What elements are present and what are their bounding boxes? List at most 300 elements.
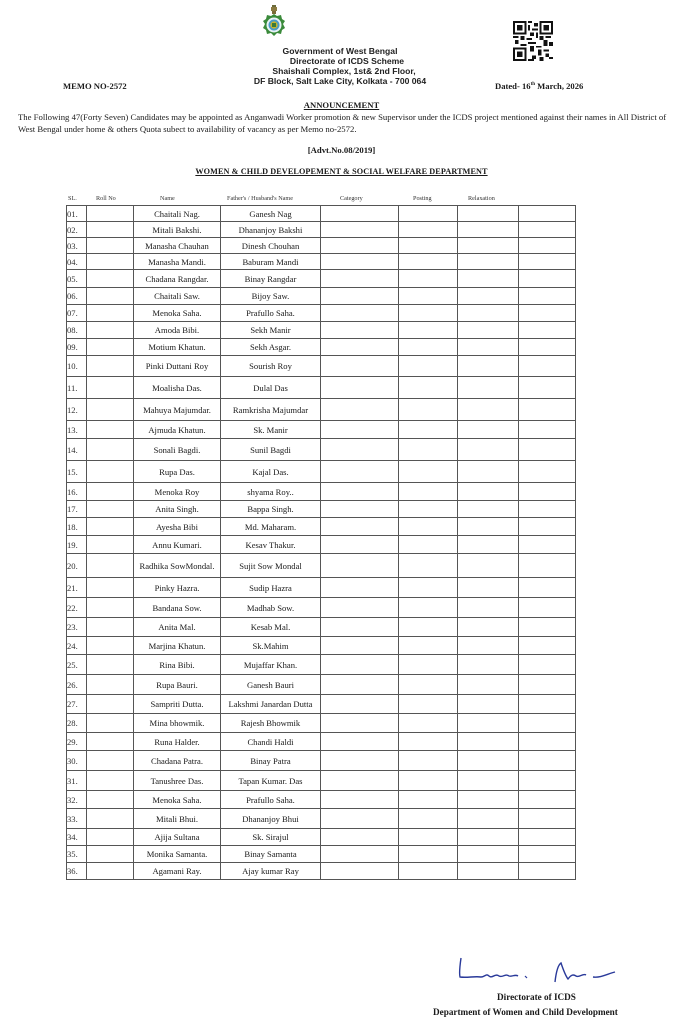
cell-sl: 08.: [67, 322, 87, 339]
cell-roll-no: [87, 483, 134, 501]
table-row: [67, 771, 576, 791]
cell-sl: 24.: [67, 637, 87, 655]
cell-sl: 04.: [67, 254, 87, 270]
cell-roll-no: [87, 791, 134, 809]
cell-posting: [399, 809, 458, 829]
cell-sl: 14.: [67, 439, 87, 461]
cell-sl: 20.: [67, 554, 87, 578]
table-row: [67, 518, 576, 536]
cell-posting: [399, 461, 458, 483]
cell-category: [321, 771, 399, 791]
col-header-relaxation: Relaxation: [468, 195, 495, 202]
cell-relaxation: [458, 637, 519, 655]
cell-roll-no: [87, 222, 134, 238]
cell-category: [321, 518, 399, 536]
cell-relaxation: [458, 536, 519, 554]
cell-relaxation: [458, 222, 519, 238]
cell-name: Menoka Roy: [134, 483, 221, 501]
cell-sl: 31.: [67, 771, 87, 791]
issuer-line-complex: Shaishali Complex, 1st& 2nd Floor,: [272, 66, 416, 76]
cell-father-name: Binay Rangdar: [221, 270, 321, 288]
cell-relaxation: [458, 270, 519, 288]
cell-extra: [519, 846, 576, 863]
cell-name: Motium Khatun.: [134, 339, 221, 356]
issuer-line-govt: Government of West Bengal: [282, 46, 398, 56]
cell-category: [321, 238, 399, 254]
cell-roll-no: [87, 554, 134, 578]
table-row: [67, 322, 576, 339]
cell-relaxation: [458, 356, 519, 377]
announcement-title: ANNOUNCEMENT: [303, 100, 380, 110]
cell-category: [321, 399, 399, 421]
cell-relaxation: [458, 554, 519, 578]
cell-sl: 09.: [67, 339, 87, 356]
cell-sl: 03.: [67, 238, 87, 254]
cell-relaxation: [458, 399, 519, 421]
issuer-line-address: DF Block, Salt Lake City, Kolkata - 700 064: [253, 76, 427, 86]
cell-extra: [519, 377, 576, 399]
cell-name: Ajmuda Khatun.: [134, 421, 221, 439]
table-row: [67, 846, 576, 863]
table-row: [67, 733, 576, 751]
cell-posting: [399, 339, 458, 356]
cell-father-name: Dinesh Chouhan: [221, 238, 321, 254]
cell-name: Runa Halder.: [134, 733, 221, 751]
cell-posting: [399, 222, 458, 238]
table-row: [67, 637, 576, 655]
cell-extra: [519, 578, 576, 598]
cell-sl: 19.: [67, 536, 87, 554]
cell-category: [321, 254, 399, 270]
cell-extra: [519, 655, 576, 675]
cell-sl: 17.: [67, 501, 87, 518]
cell-posting: [399, 501, 458, 518]
cell-relaxation: [458, 863, 519, 880]
cell-father-name: Dhananjoy Bhui: [221, 809, 321, 829]
cell-posting: [399, 578, 458, 598]
cell-roll-no: [87, 339, 134, 356]
cell-father-name: Dulal Das: [221, 377, 321, 399]
cell-relaxation: [458, 655, 519, 675]
cell-sl: 22.: [67, 598, 87, 618]
cell-relaxation: [458, 439, 519, 461]
cell-roll-no: [87, 809, 134, 829]
cell-sl: 12.: [67, 399, 87, 421]
cell-extra: [519, 809, 576, 829]
cell-name: Mitali Bakshi.: [134, 222, 221, 238]
cell-extra: [519, 618, 576, 637]
cell-category: [321, 377, 399, 399]
cell-relaxation: [458, 305, 519, 322]
cell-relaxation: [458, 714, 519, 733]
cell-name: Anita Mal.: [134, 618, 221, 637]
cell-father-name: Sekh Asgar.: [221, 339, 321, 356]
cell-category: [321, 305, 399, 322]
cell-name: Pinki Duttani Roy: [134, 356, 221, 377]
cell-relaxation: [458, 461, 519, 483]
cell-roll-no: [87, 305, 134, 322]
cell-posting: [399, 356, 458, 377]
cell-category: [321, 791, 399, 809]
table-row: [67, 439, 576, 461]
cell-roll-no: [87, 675, 134, 695]
cell-sl: 29.: [67, 733, 87, 751]
col-header-name: Name: [160, 195, 175, 202]
table-row: [67, 714, 576, 733]
cell-extra: [519, 322, 576, 339]
table-row: [67, 222, 576, 238]
cell-relaxation: [458, 322, 519, 339]
cell-posting: [399, 598, 458, 618]
cell-sl: 07.: [67, 305, 87, 322]
cell-extra: [519, 206, 576, 222]
cell-name: Sonali Bagdi.: [134, 439, 221, 461]
table-row: [67, 339, 576, 356]
cell-posting: [399, 254, 458, 270]
cell-extra: [519, 238, 576, 254]
cell-name: Rina Bibi.: [134, 655, 221, 675]
cell-category: [321, 439, 399, 461]
cell-relaxation: [458, 206, 519, 222]
cell-category: [321, 421, 399, 439]
cell-roll-no: [87, 439, 134, 461]
cell-extra: [519, 305, 576, 322]
cell-category: [321, 714, 399, 733]
cell-sl: 34.: [67, 829, 87, 846]
cell-name: Sampriti Dutta.: [134, 695, 221, 714]
cell-father-name: Ganesh Nag: [221, 206, 321, 222]
cell-extra: [519, 733, 576, 751]
table-row: [67, 751, 576, 771]
cell-father-name: Ajay kumar Ray: [221, 863, 321, 880]
cell-extra: [519, 356, 576, 377]
cell-category: [321, 829, 399, 846]
cell-sl: 36.: [67, 863, 87, 880]
cell-category: [321, 270, 399, 288]
cell-posting: [399, 377, 458, 399]
cell-name: Tanushree Das.: [134, 771, 221, 791]
cell-father-name: Tapan Kumar. Das: [221, 771, 321, 791]
cell-posting: [399, 483, 458, 501]
qr-code-icon: [513, 20, 553, 62]
cell-sl: 11.: [67, 377, 87, 399]
state-emblem-icon: [261, 4, 287, 42]
cell-father-name: Dhananjoy Bakshi: [221, 222, 321, 238]
cell-relaxation: [458, 809, 519, 829]
table-row: [67, 829, 576, 846]
table-row: [67, 483, 576, 501]
cell-name: Rupa Das.: [134, 461, 221, 483]
cell-father-name: Ramkrisha Majumdar: [221, 399, 321, 421]
cell-relaxation: [458, 339, 519, 356]
cell-category: [321, 461, 399, 483]
table-row: [67, 356, 576, 377]
cell-posting: [399, 554, 458, 578]
col-header-father: Father's / Husband's Name: [227, 195, 293, 202]
cell-father-name: Sk.Mahim: [221, 637, 321, 655]
cell-sl: 32.: [67, 791, 87, 809]
cell-roll-no: [87, 270, 134, 288]
cell-extra: [519, 288, 576, 305]
cell-extra: [519, 501, 576, 518]
cell-name: Monika Samanta.: [134, 846, 221, 863]
cell-extra: [519, 254, 576, 270]
signatory-directorate: Directorate of ICDS: [497, 992, 576, 1002]
cell-category: [321, 578, 399, 598]
cell-extra: [519, 675, 576, 695]
department-title: WOMEN & CHILD DEVELOPEMENT & SOCIAL WELFARE DEPARTMENT: [195, 167, 488, 176]
cell-category: [321, 222, 399, 238]
cell-extra: [519, 399, 576, 421]
cell-roll-no: [87, 637, 134, 655]
cell-relaxation: [458, 288, 519, 305]
table-row: [67, 578, 576, 598]
cell-roll-no: [87, 733, 134, 751]
cell-posting: [399, 637, 458, 655]
cell-posting: [399, 714, 458, 733]
cell-father-name: Sudip Hazra: [221, 578, 321, 598]
cell-father-name: Sujit Sow Mondal: [221, 554, 321, 578]
cell-name: Ajija Sultana: [134, 829, 221, 846]
table-row: [67, 598, 576, 618]
cell-category: [321, 339, 399, 356]
cell-sl: 13.: [67, 421, 87, 439]
table-row: [67, 461, 576, 483]
table-row: [67, 618, 576, 637]
cell-father-name: Sunil Bagdi: [221, 439, 321, 461]
cell-posting: [399, 655, 458, 675]
cell-sl: 23.: [67, 618, 87, 637]
cell-extra: [519, 714, 576, 733]
cell-father-name: Bappa Singh.: [221, 501, 321, 518]
cell-roll-no: [87, 461, 134, 483]
cell-extra: [519, 751, 576, 771]
cell-name: Chadana Rangdar.: [134, 270, 221, 288]
cell-extra: [519, 461, 576, 483]
cell-name: Mitali Bhui.: [134, 809, 221, 829]
cell-father-name: Madhab Sow.: [221, 598, 321, 618]
cell-name: Agamani Ray.: [134, 863, 221, 880]
cell-name: Bandana Sow.: [134, 598, 221, 618]
table-row: [67, 238, 576, 254]
cell-category: [321, 675, 399, 695]
cell-sl: 30.: [67, 751, 87, 771]
table-row: [67, 675, 576, 695]
cell-posting: [399, 618, 458, 637]
cell-roll-no: [87, 714, 134, 733]
cell-father-name: Prafullo Saha.: [221, 791, 321, 809]
signatory-department: Department of Women and Child Development: [433, 1007, 618, 1017]
cell-roll-no: [87, 598, 134, 618]
cell-name: Chaitali Saw.: [134, 288, 221, 305]
table-row: [67, 501, 576, 518]
cell-roll-no: [87, 846, 134, 863]
cell-extra: [519, 536, 576, 554]
table-row: [67, 399, 576, 421]
cell-relaxation: [458, 618, 519, 637]
cell-father-name: Sekh Manir: [221, 322, 321, 339]
cell-roll-no: [87, 288, 134, 305]
department-heading: [0, 167, 683, 176]
table-row: [67, 809, 576, 829]
cell-relaxation: [458, 598, 519, 618]
cell-sl: 10.: [67, 356, 87, 377]
issuer-address: [170, 46, 510, 86]
cell-relaxation: [458, 518, 519, 536]
cell-posting: [399, 421, 458, 439]
cell-posting: [399, 439, 458, 461]
announcement-paragraph: The Following 47(Forty Seven) Candidates may be appointed as Anganwadi Worker promotion & new Supervisor under the ICDS project mentioned against their names in All District of West Bengal under home & others Quota subect to availability of vacancy as per Memo no-2572.: [18, 112, 667, 134]
cell-sl: 33.: [67, 809, 87, 829]
cell-posting: [399, 238, 458, 254]
cell-sl: 21.: [67, 578, 87, 598]
cell-father-name: Chandi Haldi: [221, 733, 321, 751]
cell-category: [321, 618, 399, 637]
cell-name: Chadana Patra.: [134, 751, 221, 771]
table-row: [67, 655, 576, 675]
cell-name: Mahuya Majumdar.: [134, 399, 221, 421]
cell-roll-no: [87, 322, 134, 339]
cell-extra: [519, 863, 576, 880]
table-row: [67, 554, 576, 578]
cell-posting: [399, 863, 458, 880]
cell-name: Chaitali Nag.: [134, 206, 221, 222]
cell-roll-no: [87, 238, 134, 254]
cell-category: [321, 288, 399, 305]
cell-posting: [399, 518, 458, 536]
table-row: [67, 536, 576, 554]
cell-extra: [519, 791, 576, 809]
cell-posting: [399, 695, 458, 714]
cell-category: [321, 751, 399, 771]
col-header-category: Category: [340, 195, 363, 202]
cell-category: [321, 863, 399, 880]
cell-extra: [519, 339, 576, 356]
cell-sl: 26.: [67, 675, 87, 695]
cell-relaxation: [458, 846, 519, 863]
cell-relaxation: [458, 578, 519, 598]
cell-roll-no: [87, 695, 134, 714]
cell-roll-no: [87, 829, 134, 846]
cell-roll-no: [87, 578, 134, 598]
cell-roll-no: [87, 863, 134, 880]
issuer-line-directorate: Directorate of ICDS Scheme: [289, 56, 405, 66]
cell-father-name: Kesab Mal.: [221, 618, 321, 637]
cell-extra: [519, 222, 576, 238]
announcement-heading: [0, 100, 683, 110]
cell-sl: 27.: [67, 695, 87, 714]
cell-relaxation: [458, 421, 519, 439]
cell-sl: 28.: [67, 714, 87, 733]
cell-relaxation: [458, 771, 519, 791]
cell-name: Annu Kumari.: [134, 536, 221, 554]
cell-roll-no: [87, 421, 134, 439]
cell-extra: [519, 771, 576, 791]
cell-name: Radhika SowMondal.: [134, 554, 221, 578]
cell-category: [321, 733, 399, 751]
cell-posting: [399, 751, 458, 771]
cell-sl: 01.: [67, 206, 87, 222]
cell-roll-no: [87, 771, 134, 791]
cell-posting: [399, 399, 458, 421]
cell-father-name: Kesav Thakur.: [221, 536, 321, 554]
cell-relaxation: [458, 695, 519, 714]
dated: [495, 81, 583, 91]
cell-father-name: shyama Roy..: [221, 483, 321, 501]
cell-name: Marjina Khatun.: [134, 637, 221, 655]
dated-suffix: March, 2026: [535, 81, 584, 91]
cell-sl: 15.: [67, 461, 87, 483]
cell-sl: 02.: [67, 222, 87, 238]
cell-category: [321, 206, 399, 222]
cell-category: [321, 501, 399, 518]
candidate-table: [66, 205, 576, 880]
table-row: [67, 206, 576, 222]
cell-name: Menoka Saha.: [134, 305, 221, 322]
table-row: [67, 254, 576, 270]
cell-sl: 25.: [67, 655, 87, 675]
table-row: [67, 791, 576, 809]
cell-relaxation: [458, 501, 519, 518]
cell-posting: [399, 536, 458, 554]
cell-father-name: Ganesh Bauri: [221, 675, 321, 695]
col-header-sl: SL.: [68, 195, 77, 202]
cell-sl: 35.: [67, 846, 87, 863]
cell-name: Menoka Saha.: [134, 791, 221, 809]
cell-relaxation: [458, 751, 519, 771]
table-row: [67, 695, 576, 714]
cell-extra: [519, 829, 576, 846]
table-row: [67, 421, 576, 439]
cell-father-name: Sk. Manir: [221, 421, 321, 439]
cell-posting: [399, 288, 458, 305]
cell-posting: [399, 270, 458, 288]
cell-relaxation: [458, 675, 519, 695]
table-row: [67, 377, 576, 399]
col-header-roll: Roll No: [96, 195, 116, 202]
cell-category: [321, 356, 399, 377]
cell-father-name: Baburam Mandi: [221, 254, 321, 270]
cell-father-name: Md. Maharam.: [221, 518, 321, 536]
cell-relaxation: [458, 791, 519, 809]
cell-name: Ayesha Bibi: [134, 518, 221, 536]
cell-category: [321, 637, 399, 655]
table-row: [67, 863, 576, 880]
memo-number: MEMO NO-2572: [63, 81, 127, 91]
dated-sup: th: [530, 82, 536, 88]
cell-father-name: Bijoy Saw.: [221, 288, 321, 305]
cell-father-name: Sourish Roy: [221, 356, 321, 377]
cell-extra: [519, 270, 576, 288]
cell-relaxation: [458, 377, 519, 399]
cell-extra: [519, 637, 576, 655]
cell-category: [321, 695, 399, 714]
cell-posting: [399, 846, 458, 863]
cell-roll-no: [87, 399, 134, 421]
cell-posting: [399, 733, 458, 751]
cell-name: Rupa Bauri.: [134, 675, 221, 695]
cell-roll-no: [87, 356, 134, 377]
cell-name: Mina bhowmik.: [134, 714, 221, 733]
cell-sl: 05.: [67, 270, 87, 288]
cell-father-name: Binay Patra: [221, 751, 321, 771]
cell-extra: [519, 439, 576, 461]
cell-name: Manasha Chauhan: [134, 238, 221, 254]
cell-relaxation: [458, 483, 519, 501]
cell-category: [321, 809, 399, 829]
cell-sl: 06.: [67, 288, 87, 305]
cell-relaxation: [458, 733, 519, 751]
